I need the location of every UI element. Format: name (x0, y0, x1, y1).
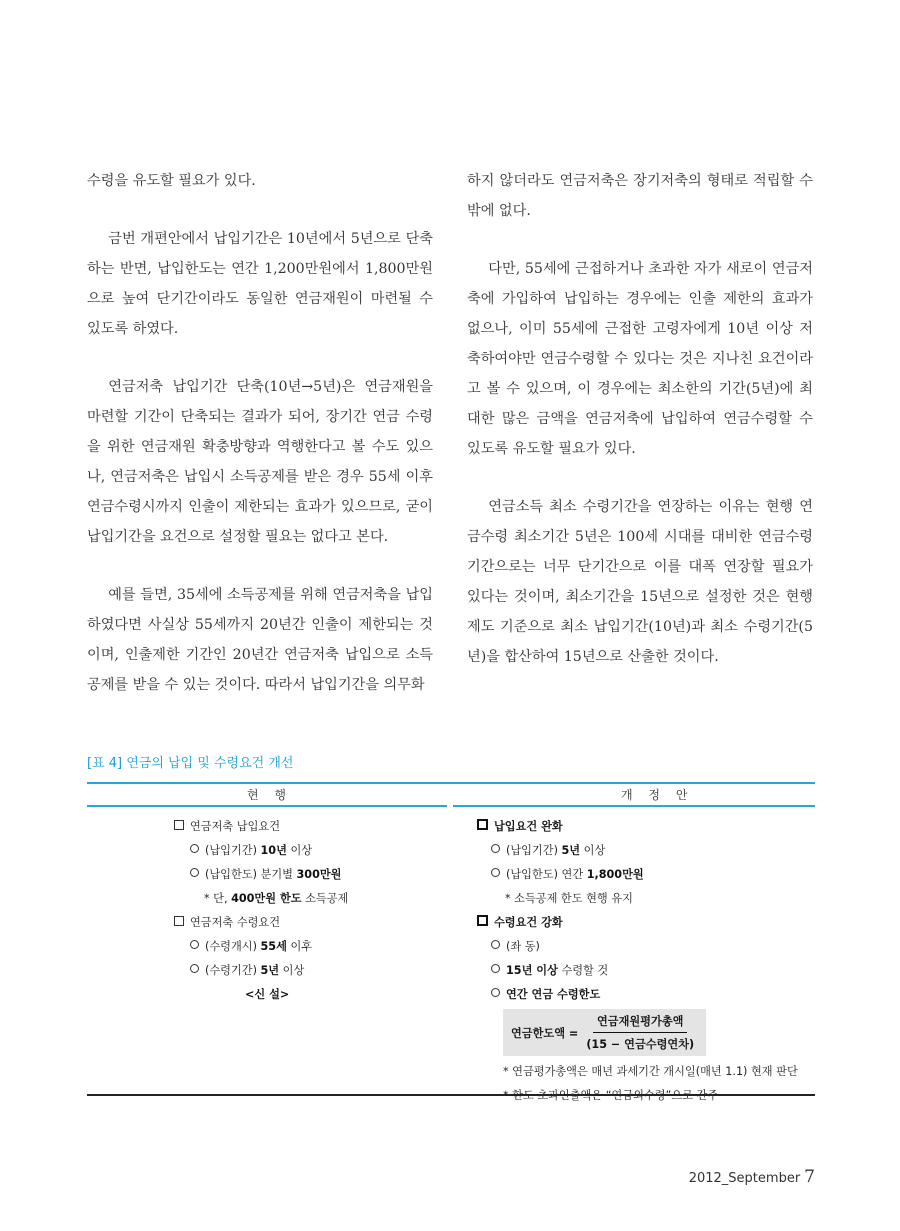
list-item: 납입요건 완화 (477, 815, 815, 839)
header-rule-right (453, 805, 815, 807)
page-footer (689, 1167, 815, 1187)
list-item: (좌 동) (477, 935, 815, 959)
formula-label: 연금한도액 = (511, 1026, 579, 1040)
circle-bullet-icon (491, 844, 500, 853)
square-bullet-icon (477, 915, 488, 926)
list-item: (납입한도) 분기별 300만원 (174, 863, 454, 887)
square-bullet-icon (174, 916, 184, 926)
circle-bullet-icon (190, 868, 199, 877)
circle-bullet-icon (491, 868, 500, 877)
list-item: 연금저축 수령요건 (174, 911, 454, 935)
header-current: 현 행 (247, 788, 292, 802)
table-bottom-rule (87, 1094, 815, 1096)
square-bullet-icon (477, 819, 488, 830)
revised-column (477, 815, 815, 1108)
list-item: (납입한도) 연간 1,800만원 (477, 863, 815, 887)
new-provision-label: <신 설> (245, 988, 290, 1001)
list-item: 연금저축 납입요건 (174, 815, 454, 839)
circle-bullet-icon (190, 940, 199, 949)
right-column (467, 166, 813, 700)
circle-bullet-icon (491, 964, 500, 973)
current-column (174, 815, 454, 1007)
list-item: 수령요건 강화 (477, 911, 815, 935)
list-item: (수령기간) 5년 이상 (174, 959, 454, 983)
list-item: * 소득공제 한도 현행 유지 (505, 892, 633, 905)
limit-formula (503, 1009, 706, 1056)
paragraph: 예를 들면, 35세에 소득공제를 위해 연금저축을 납입하였다면 사실상 55세까지 20년간 인출이 제한되는 것이며, 인출제한 기간인 20년간 연금저축 납입으로 소득공제를 받을 수 있는 것이다. 따라서 납입기간을 의무화 (87, 587, 433, 693)
table-title: [표 4] 연금의 납입 및 수령요건 개선 (87, 756, 294, 771)
list-item: (수령개시) 55세 이후 (174, 935, 454, 959)
list-item: (납입기간) 5년 이상 (477, 839, 815, 863)
table-top-rule (87, 782, 815, 784)
page-number: 7 (804, 1167, 815, 1187)
square-bullet-icon (174, 820, 184, 830)
circle-bullet-icon (491, 988, 500, 997)
list-item: 연간 연금 수령한도 (477, 983, 815, 1007)
circle-bullet-icon (491, 940, 500, 949)
list-item: (납입기간) 10년 이상 (174, 839, 454, 863)
header-rule-left (87, 805, 447, 807)
list-item: * 단, 400만원 한도 소득공제 (204, 892, 349, 905)
paragraph: 다만, 55세에 근접하거나 초과한 자가 새로이 연금저축에 가입하여 납입하는 경우에는 인출 제한의 효과가 없으나, 이미 55세에 근접한 고령자에게 10년 이상 저축하여야만 연금수령할 수 있다는 것은 지나친 요건이라고 볼 수 있으며, 이 경우에는 최소한의 기간(5년)에 최대한 많은 금액을 연금저축에 납입하여 연금수령할 수 있도록 유도할 필요가 있다. (467, 261, 813, 457)
paragraph: 하지 않더라도 연금저축은 장기저축의 형태로 적립할 수밖에 없다. (467, 173, 813, 219)
issue-label: 2012_September (688, 1171, 801, 1186)
footnote: * 연금평가총액은 매년 과세기간 개시일(매년 1.1) 현재 판단 (503, 1065, 798, 1078)
formula-fraction (582, 1013, 698, 1052)
paragraph: 연금저축 납입기간 단축(10년→5년)은 연금재원을 마련할 기간이 단축되는 결과가 되어, 장기간 연금 수령을 위한 연금재원 확충방향과 역행한다고 볼 수도 있으나, 연금저축은 납입시 소득공제를 받은 경우 55세 이후 연금수령시까지 인출이 제한되는 효과가 있으므로, 굳이 납입기간을 요건으로 설정할 필요는 없다고 본다. (87, 379, 433, 545)
formula-numerator: 연금재원평가총액 (593, 1013, 687, 1033)
footnote (477, 1084, 815, 1108)
formula-denominator: (15 − 연금수령연차) (586, 1038, 695, 1051)
left-column (87, 166, 433, 728)
header-revised: 개 정 안 (621, 788, 694, 802)
paragraph: 수령을 유도할 필요가 있다. (87, 173, 256, 189)
paragraph: 연금소득 최소 수령기간을 연장하는 이유는 현행 연금수령 최소기간 5년은 100세 시대를 대비한 연금수령 기간으로는 너무 단기간으로 이를 대폭 연장할 필요가 있다는 것이며, 최소기간을 15년으로 설정한 것은 현행제도 기준으로 최소 납입기간(10년)과 최소 수령기간(5년)을 합산하여 15년으로 산출한 것이다. (467, 499, 813, 665)
circle-bullet-icon (190, 964, 199, 973)
list-item: 15년 이상 수령할 것 (477, 959, 815, 983)
paragraph: 금번 개편안에서 납입기간은 10년에서 5년으로 단축하는 반면, 납입한도는 연간 1,200만원에서 1,800만원으로 높여 단기간이라도 동일한 연금재원이 마련될 수 있도록 하였다. (87, 231, 433, 337)
circle-bullet-icon (190, 844, 199, 853)
